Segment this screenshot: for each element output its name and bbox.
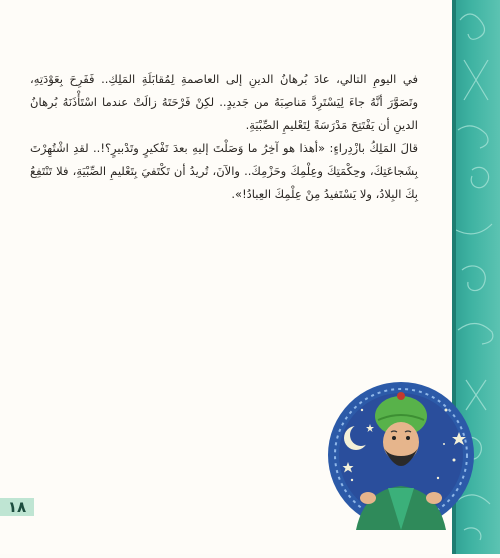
- page-number: ١٨: [0, 498, 34, 516]
- story-paragraph: في اليومِ التالي، عادَ بُرهانُ الدينِ إلى العاصمةِ لِمُقابَلَةِ المَلِكِ.. فَفَرِحَ بِعَوْدَتِهِ، وتَصَوَّرَ أنَّهُ جاءَ لِيَسْتَرِدَّ مَناصِبَهُ من جَديدٍ.. لكِنْ فَرْحَتَهُ زالَتْ عندما اسْتَأْذَنَهُ بُرهانُ الدينِ أن يَفْتَتِحَ مَدْرَسَةً لِتَعْليمِ الصِّبْيَةِ.: [30, 72, 418, 132]
- scholar-illustration: [326, 380, 476, 530]
- story-text: [30, 68, 418, 206]
- story-paragraph: قالَ المَلِكُ بازْدِراءٍ: «أهذا هو آخِرُ ما وَصَلْتَ إليهِ بعدَ تَفْكيرٍ وتَدْبيرٍ؟!.. لقدِ اشْتُهِرْتَ بِشَجاعَتِكَ، وحِكْمَتِكَ وعِلْمِكَ وحَزْمِكَ.. والآنَ، تُريدُ أن تَكْتَفيَ بِتَعْليمِ الصِّبْيَةِ، فلا تَنْتَفِعُ بِكَ البِلادُ، ولا يَسْتَفيدُ مِنْ عِلْمِكَ العِبادُ!».: [30, 141, 418, 201]
